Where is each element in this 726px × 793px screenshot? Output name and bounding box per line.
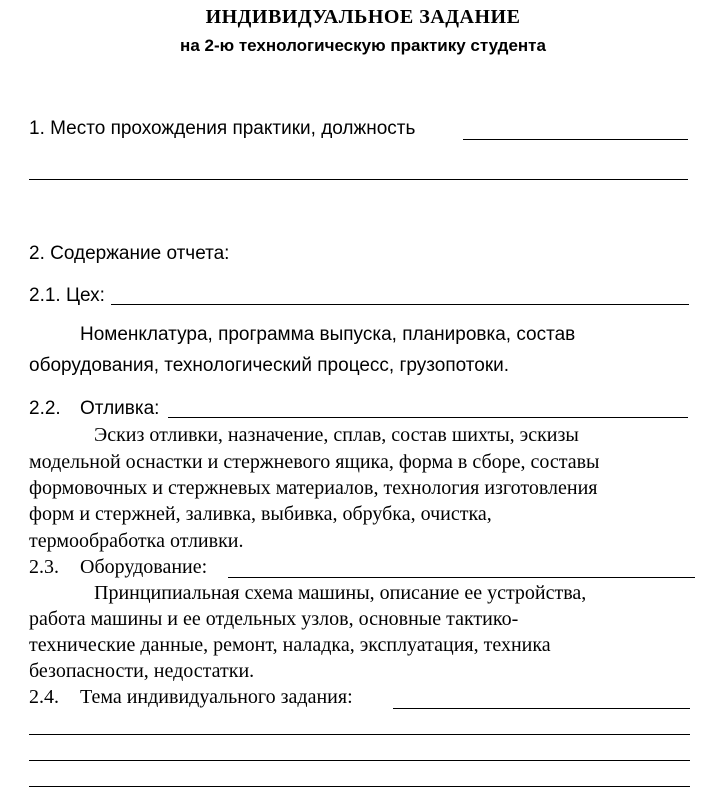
document-title: ИНДИВИДУАЛЬНОЕ ЗАДАНИЕ <box>205 6 521 28</box>
item-2-2-label: Отливка: <box>80 398 160 419</box>
item-2-2-desc-line-4: форм и стержней, заливка, выбивка, обрубка, очистка, <box>29 503 492 525</box>
document-subtitle: на 2-ю технологическую практику студента <box>180 36 546 55</box>
item-2-3-label: Оборудование: <box>80 556 208 578</box>
item-2-4-number: 2.4. <box>29 686 59 708</box>
item-2-2-desc-line-3: формовочных и стержневых материалов, технология изготовления <box>29 477 598 499</box>
item-2-4-fill-line-2[interactable] <box>29 734 690 735</box>
item-2-1-desc-line-1: Номенклатура, программа выпуска, планировка, состав <box>80 324 576 345</box>
item-2-4-fill-line[interactable] <box>393 708 690 709</box>
item-2-2-desc-line-2: модельной оснастки и стержневого ящика, форма в сборе, составы <box>29 451 600 473</box>
item-2-2-desc-line-1: Эскиз отливки, назначение, сплав, состав шихты, эскизы <box>94 424 579 446</box>
section-1-label: 1. Место прохождения практики, должность <box>29 118 416 139</box>
item-2-3-fill-line[interactable] <box>228 577 695 578</box>
item-2-3-number: 2.3. <box>29 556 59 578</box>
section-1-fill-line-2[interactable] <box>29 179 688 180</box>
section-2-heading: 2. Содержание отчета: <box>29 243 230 264</box>
item-2-2-number: 2.2. <box>29 398 61 419</box>
section-1-fill-line[interactable] <box>463 139 688 140</box>
item-2-1-desc-line-2: оборудования, технологический процесс, грузопотоки. <box>29 355 510 376</box>
item-2-4-fill-line-3[interactable] <box>29 760 690 761</box>
item-2-3-desc-line-3: технические данные, ремонт, наладка, эксплуатация, техника <box>29 634 551 656</box>
item-2-1-fill-line[interactable] <box>111 304 689 305</box>
item-2-4-fill-line-4[interactable] <box>29 786 690 787</box>
item-2-3-desc-line-1: Принципиальная схема машины, описание ее устройства, <box>94 582 587 604</box>
item-2-1-label: 2.1. Цех: <box>29 285 105 306</box>
item-2-2-fill-line[interactable] <box>168 417 688 418</box>
item-2-2-desc-line-5: термообработка отливки. <box>29 530 244 552</box>
item-2-3-desc-line-2: работа машины и ее отдельных узлов, основные тактико- <box>29 608 519 630</box>
item-2-3-desc-line-4: безопасности, недостатки. <box>29 660 255 682</box>
item-2-4-label: Тема индивидуального задания: <box>80 686 353 708</box>
